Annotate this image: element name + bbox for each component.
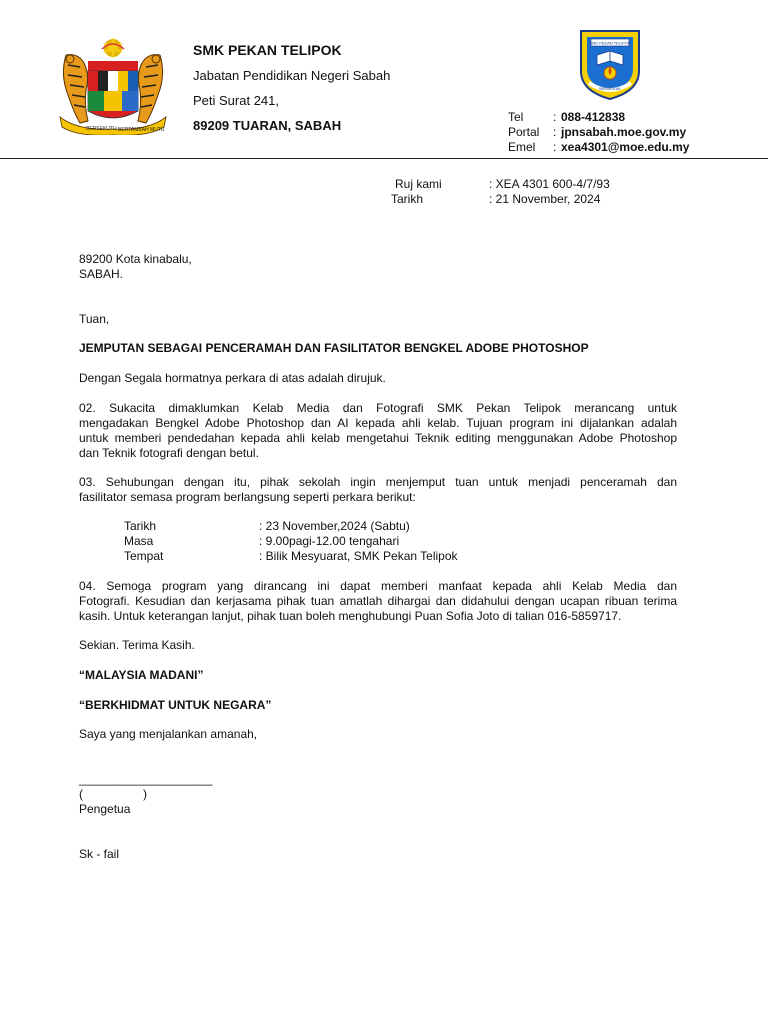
federal-star-icon: [102, 37, 124, 59]
contact-portal-label: Portal: [508, 125, 540, 139]
svg-text:BERTAMBAH MUTU: BERTAMBAH MUTU: [118, 127, 165, 133]
recipient-line-2: SABAH.: [79, 267, 124, 281]
motto-berkhidmat: “BERKHIDMAT UNTUK NEGARA”: [79, 698, 272, 712]
detail-value: : 23 November,2024 (Sabtu): [259, 519, 410, 533]
contact-colon: :: [553, 140, 557, 154]
paragraph-02-line: dan Teknik fotografi dengan betul.: [79, 446, 259, 460]
contact-tel: [508, 110, 758, 125]
department-name: Jabatan Pendidikan Negeri Sabah: [193, 68, 391, 83]
po-box: Peti Surat 241,: [193, 93, 279, 108]
detail-row-time: [124, 534, 524, 549]
paragraph-04-line: 04. Semoga program yang dirancang ini dapat memberi manfaat kepada ahli Kelab Media dan: [79, 579, 677, 593]
paragraph-02-line: untuk memberi pendedahan kepada ahli kelab mengetahui Teknik editing menggunakan Adobe Photoshop: [79, 431, 677, 445]
closing-line: Sekian. Terima Kasih.: [79, 638, 195, 652]
contact-tel-value: 088-412838: [561, 110, 626, 124]
contact-colon: :: [553, 110, 557, 124]
date-label: Tarikh: [391, 192, 424, 206]
detail-value: : 9.00pagi-12.00 tengahari: [259, 534, 400, 548]
signature-line: ____________________: [79, 772, 213, 786]
paragraph-03-line: 03. Sehubungan dengan itu, pihak sekolah ingin menjemput tuan untuk menjadi penceramah dan: [79, 475, 677, 489]
detail-label: Tarikh: [124, 519, 157, 533]
detail-value: : Bilik Mesyuarat, SMK Pekan Telipok: [259, 549, 458, 563]
detail-label: Tempat: [124, 549, 164, 563]
paragraph-02: [79, 401, 677, 461]
detail-row-venue: [124, 549, 524, 564]
subject-heading: JEMPUTAN SEBAGAI PENCERAMAH DAN FASILITATOR BENGKEL ADOBE PHOTOSHOP: [79, 341, 589, 355]
signature-name: ( ): [79, 787, 148, 801]
contact-portal-value[interactable]: jpnsabah.moe.gov.my: [561, 125, 687, 139]
malaysia-coat-of-arms-logo: [58, 35, 168, 135]
paragraph-03-line: fasilitator semasa program berlangsung seperti perkara berikut:: [79, 490, 416, 504]
contact-tel-label: Tel: [508, 110, 524, 124]
paragraph-04-line: kasih. Untuk keterangan lanjut, pihak tuan boleh menghubungi Puan Sofia Joto di talian 016-5859717.: [79, 609, 622, 623]
cc-line: Sk - fail: [79, 847, 120, 861]
school-logo: [575, 27, 645, 101]
trust-line: Saya yang menjalankan amanah,: [79, 727, 258, 741]
left-tiger-icon: [63, 55, 88, 123]
motto-malaysia-madani: “MALAYSIA MADANI”: [79, 668, 204, 682]
contact-email: [508, 140, 758, 155]
paragraph-04-line: Fotografi. Kesudian dan kerjasama pihak tuan amatlah dihargai dan didahului dengan ucapan ribuan terima: [79, 594, 677, 608]
header-divider: [0, 158, 768, 159]
detail-label: Masa: [124, 534, 154, 548]
paragraph-04: [79, 579, 677, 624]
contact-email-label: Emel: [508, 140, 536, 154]
detail-row-date: [124, 519, 524, 534]
paragraph-02-line: mengadakan Bengkel Adobe Photoshop dan AI kepada ahli kelab. Tujuan program ini dijalankan adalah: [79, 416, 677, 430]
contact-email-value[interactable]: xea4301@moe.edu.my: [561, 140, 690, 154]
paragraph-03: [79, 475, 677, 505]
signature-title: Pengetua: [79, 802, 131, 816]
shield-icon: [88, 61, 138, 118]
postcode-city: 89209 TUARAN, SABAH: [193, 118, 342, 133]
salutation: Tuan,: [79, 312, 110, 326]
contact-portal: [508, 125, 758, 140]
svg-text:SMK PEKAN TELIPOK: SMK PEKAN TELIPOK: [589, 40, 631, 46]
recipient-line-1: 89200 Kota kinabalu,: [79, 252, 192, 266]
motto-scroll-icon: [60, 117, 166, 135]
svg-text:BERAKHLAK: BERAKHLAK: [599, 87, 621, 91]
ref-value: : XEA 4301 600-4/7/93: [489, 177, 610, 191]
opening-line: Dengan Segala hormatnya perkara di atas adalah dirujuk.: [79, 371, 386, 385]
date-value: : 21 November, 2024: [489, 192, 601, 206]
torch-icon: [604, 67, 616, 79]
contact-colon: :: [553, 125, 557, 139]
paragraph-02-line: 02. Sukacita dimaklumkan Kelab Media dan Fotografi SMK Pekan Telipok merancang untuk: [79, 401, 677, 415]
school-name: SMK PEKAN TELIPOK: [193, 42, 342, 58]
svg-text:BERSEKUTU: BERSEKUTU: [86, 126, 117, 132]
ref-label: Ruj kami: [395, 177, 442, 191]
right-tiger-icon: [138, 55, 163, 123]
